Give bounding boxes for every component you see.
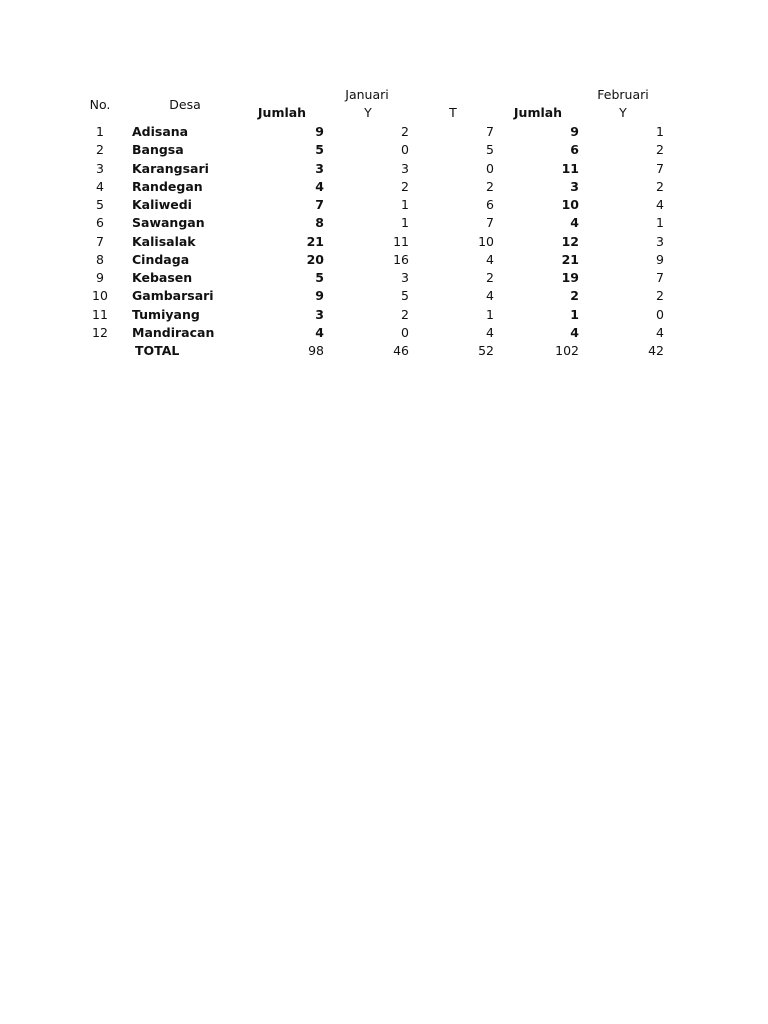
cell-no: 11 (92, 307, 108, 322)
cell-feb-y: 2 (656, 288, 664, 303)
cell-desa: Kebasen (132, 270, 193, 285)
cell-desa: Kalisalak (132, 234, 196, 249)
cell-jan-y: 3 (401, 270, 409, 285)
cell-feb-y: 2 (656, 179, 664, 194)
total-feb-y: 42 (648, 343, 664, 358)
cell-no: 7 (96, 234, 104, 249)
cell-jan-t: 7 (486, 215, 494, 230)
total-jan-jumlah: 98 (308, 343, 324, 358)
cell-no: 4 (96, 179, 104, 194)
cell-jan-t: 6 (486, 197, 494, 212)
cell-desa: Randegan (132, 179, 203, 194)
cell-no: 6 (96, 215, 104, 230)
cell-feb-jumlah: 4 (570, 215, 579, 230)
cell-jan-y: 0 (401, 142, 409, 157)
header-februari: Februari (597, 87, 649, 102)
cell-no: 3 (96, 161, 104, 176)
total-jan-y: 46 (393, 343, 409, 358)
cell-no: 10 (92, 288, 108, 303)
cell-no: 9 (96, 270, 104, 285)
cell-feb-jumlah: 12 (561, 234, 579, 249)
cell-feb-y: 7 (656, 270, 664, 285)
cell-jan-t: 10 (478, 234, 494, 249)
cell-feb-jumlah: 6 (570, 142, 579, 157)
cell-jan-t: 2 (486, 270, 494, 285)
cell-jan-y: 2 (401, 124, 409, 139)
cell-jan-y: 1 (401, 215, 409, 230)
cell-jan-y: 16 (393, 252, 409, 267)
cell-feb-y: 4 (656, 197, 664, 212)
cell-desa: Gambarsari (132, 288, 214, 303)
cell-jan-t: 0 (486, 161, 494, 176)
cell-jan-jumlah: 5 (315, 142, 324, 157)
cell-no: 12 (92, 325, 108, 340)
header-desa: Desa (169, 97, 201, 112)
cell-jan-y: 1 (401, 197, 409, 212)
total-feb-jumlah: 102 (555, 343, 579, 358)
cell-no: 2 (96, 142, 104, 157)
header-jan-y: Y (364, 105, 372, 120)
cell-jan-jumlah: 5 (315, 270, 324, 285)
cell-jan-y: 2 (401, 307, 409, 322)
cell-jan-jumlah: 9 (315, 288, 324, 303)
cell-jan-t: 4 (486, 288, 494, 303)
cell-feb-y: 2 (656, 142, 664, 157)
cell-jan-jumlah: 3 (315, 161, 324, 176)
cell-no: 1 (96, 124, 104, 139)
cell-jan-jumlah: 7 (315, 197, 324, 212)
cell-desa: Adisana (132, 124, 189, 139)
cell-jan-t: 1 (486, 307, 494, 322)
cell-feb-y: 7 (656, 161, 664, 176)
cell-feb-jumlah: 2 (570, 288, 579, 303)
cell-jan-jumlah: 8 (315, 215, 324, 230)
cell-jan-jumlah: 21 (306, 234, 324, 249)
cell-feb-jumlah: 21 (561, 252, 579, 267)
total-jan-t: 52 (478, 343, 494, 358)
cell-feb-jumlah: 11 (561, 161, 579, 176)
cell-desa: Tumiyang (132, 307, 200, 322)
cell-no: 8 (96, 252, 104, 267)
cell-jan-jumlah: 20 (306, 252, 324, 267)
cell-feb-jumlah: 3 (570, 179, 579, 194)
cell-jan-y: 2 (401, 179, 409, 194)
header-jan-jumlah: Jumlah (257, 105, 307, 120)
cell-jan-t: 2 (486, 179, 494, 194)
cell-feb-y: 1 (656, 215, 664, 230)
cell-desa: Kaliwedi (132, 197, 192, 212)
cell-feb-y: 9 (656, 252, 664, 267)
cell-no: 5 (96, 197, 104, 212)
cell-desa: Karangsari (132, 161, 209, 176)
cell-jan-jumlah: 4 (315, 179, 324, 194)
cell-jan-y: 3 (401, 161, 409, 176)
cell-jan-jumlah: 4 (315, 325, 324, 340)
total-label: TOTAL (135, 343, 180, 358)
header-feb-jumlah: Jumlah (513, 105, 563, 120)
cell-jan-t: 4 (486, 252, 494, 267)
header-no: No. (89, 97, 111, 112)
cell-jan-jumlah: 3 (315, 307, 324, 322)
cell-feb-jumlah: 10 (561, 197, 579, 212)
cell-feb-y: 0 (656, 307, 664, 322)
cell-jan-y: 11 (393, 234, 409, 249)
cell-desa: Bangsa (132, 142, 184, 157)
header-jan-t: T (449, 105, 457, 120)
header-januari: Januari (345, 87, 389, 102)
cell-feb-y: 4 (656, 325, 664, 340)
cell-jan-t: 7 (486, 124, 494, 139)
cell-jan-y: 0 (401, 325, 409, 340)
cell-feb-y: 3 (656, 234, 664, 249)
cell-desa: Mandiracan (132, 325, 215, 340)
cell-feb-y: 1 (656, 124, 664, 139)
cell-jan-t: 4 (486, 325, 494, 340)
header-feb-y: Y (619, 105, 627, 120)
cell-feb-jumlah: 19 (561, 270, 579, 285)
cell-feb-jumlah: 4 (570, 325, 579, 340)
cell-jan-jumlah: 9 (315, 124, 324, 139)
cell-desa: Cindaga (132, 252, 190, 267)
cell-feb-jumlah: 9 (570, 124, 579, 139)
cell-jan-t: 5 (486, 142, 494, 157)
cell-jan-y: 5 (401, 288, 409, 303)
cell-desa: Sawangan (132, 215, 205, 230)
cell-feb-jumlah: 1 (570, 307, 579, 322)
